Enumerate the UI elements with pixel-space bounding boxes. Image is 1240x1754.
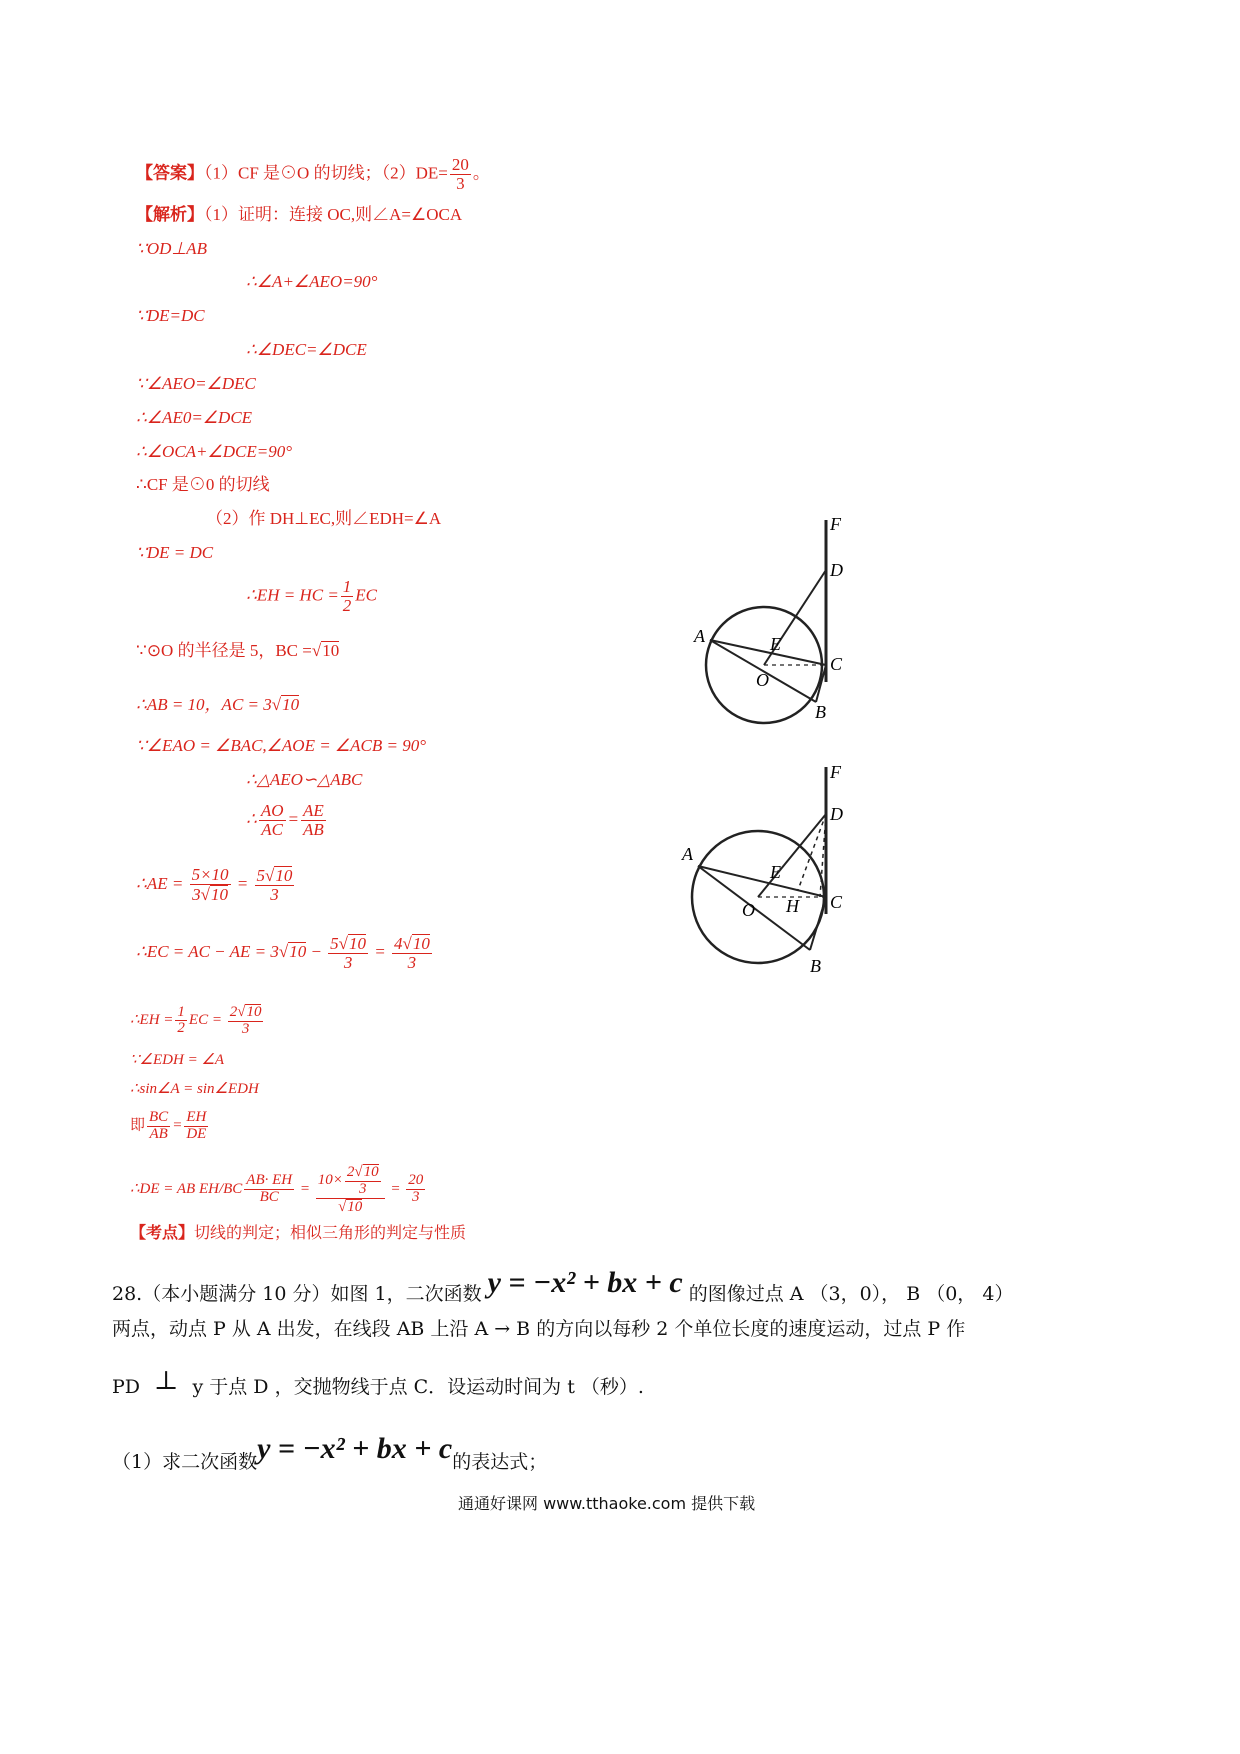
fig2-label-b: B [810,956,821,976]
fig2-line-cb [810,897,826,950]
analysis-line-7: ∴∠OCA+∠DCE=90° [136,442,293,461]
analysis-line-19: ∴EH = $\frac{1}{2}$ EC = $\frac{2√10}{3}$ [130,1003,262,1037]
fig1-label-c: C [830,654,843,674]
analysis-line-2: ∴∠A+∠AEO=90° [246,272,378,291]
fig2-label-c: C [830,892,843,912]
analysis-line-4: ∴∠DEC=∠DCE [246,340,367,359]
fig2-label-d: D [830,804,843,824]
problem28-question1: （1）求二次函数y = −x² + bx + c的表达式； [112,1432,548,1473]
analysis-line-17: ∴AE = $\frac{5\times 10}{3√10}$ = $\frac{5√10}{3}$ [136,865,293,904]
analysis-line-14: ∵∠EAO = ∠BAC,∠AOE = ∠ACB = 90° [136,736,427,755]
figure-1 [680,510,880,740]
analysis-line-20: ∵∠EDH = ∠A [130,1052,225,1068]
kaodian-line: 【考点】切线的判定；相似三角形的判定与性质 [130,1225,467,1242]
analysis-line-22: 即 $\frac{BC}{AB}$ = $\frac{EH}{DE}$ [130,1109,207,1142]
fig2-label-h: H [786,896,799,916]
figure-2 [670,762,880,992]
fig2-line-od [758,814,826,897]
answer-line: 【答案】（1）CF 是⊙O 的切线；（2）DE= $\frac{20}{3}$ 。 [136,155,490,193]
answer-fraction: $\frac{20}{3}$ [451,155,469,193]
fig2-label-f: F [830,762,841,782]
fig1-label-o: O [756,670,769,690]
analysis-intro: 【解析】（1）证明：连接 OC,则∠A=∠OCA [136,205,463,224]
fig1-label-e: E [770,634,781,654]
perp-symbol: ⊥ [154,1366,179,1396]
fig1-line-ac [710,640,826,665]
fig2-label-o: O [742,900,755,920]
analysis-label: 【解析】 [136,205,204,224]
analysis-line-12: ∵⊙O 的半径是 5，BC =√10 [136,641,340,660]
fig1-label-d: D [830,560,843,580]
question1-formula: y = −x² + bx + c [257,1432,453,1465]
fig1-label-f: F [830,514,841,534]
analysis-line-11: ∴EH = HC = $\frac{1}{2}$ EC [246,577,378,615]
answer-text: （1）CF 是⊙O 的切线；（2）DE= [204,163,448,183]
analysis-line-15: ∴△AEO∽△ABC [246,770,363,789]
analysis-line-16: ∴ $\frac{AO}{AC}$ = $\frac{AE}{AB}$ [246,801,324,839]
problem28-line1: 28.（本小题满分 10 分）如图 1，二次函数 y = −x² + bx + c 的图像过点 A （3，0）， B （0， 4） [112,1266,1014,1305]
analysis-line-9: （2）作 DH⊥EC,则∠EDH=∠A [206,509,442,528]
analysis-line-13: ∴AB = 10，AC = 3√10 [136,695,300,714]
fig1-label-b: B [815,702,826,722]
fig2-label-a: A [682,844,693,864]
analysis-line-1: ∵OD⊥AB [136,239,207,258]
footer: 通通好课网 www.tthaoke.com 提供下载 [458,1494,756,1513]
fig1-label-a: A [694,626,705,646]
problem28-line3: PD ⊥ y 于点 D ，交抛物线于点 C．设运动时间为 t （秒）. [112,1366,644,1398]
kaodian-label: 【考点】 [130,1225,195,1242]
analysis-line-8: ∴CF 是⊙0 的切线 [136,475,270,494]
answer-label: 【答案】 [136,163,204,183]
analysis-line-6: ∴∠AE0=∠DCE [136,408,253,427]
analysis-line-5: ∵∠AEO=∠DEC [136,374,256,393]
analysis-line-3: ∵DE=DC [136,306,205,325]
analysis-line-23: ∴DE = AB EH/BC $\frac{AB\cdot EH}{BC}$ = 10× $\frac{2√10}{3}$ √10 = $\frac{20}{3}$ [130,1164,424,1215]
analysis-line-21: ∴sin∠A = sin∠EDH [130,1081,259,1097]
analysis-line-10: ∵DE = DC [136,543,214,562]
problem28-line2: 两点，动点 P 从 A 出发，在线段 AB 上沿 A → B 的方向以每秒 2 个单位长度的速度运动，过点 P 作 [112,1318,966,1340]
problem28-formula: y = −x² + bx + c [487,1266,683,1299]
fig2-label-e: E [770,862,781,882]
analysis-line-18: ∴EC = AC − AE = 3√10 − $\frac{5√10}{3}$ = $\frac{4√10}{3}$ [136,934,430,972]
